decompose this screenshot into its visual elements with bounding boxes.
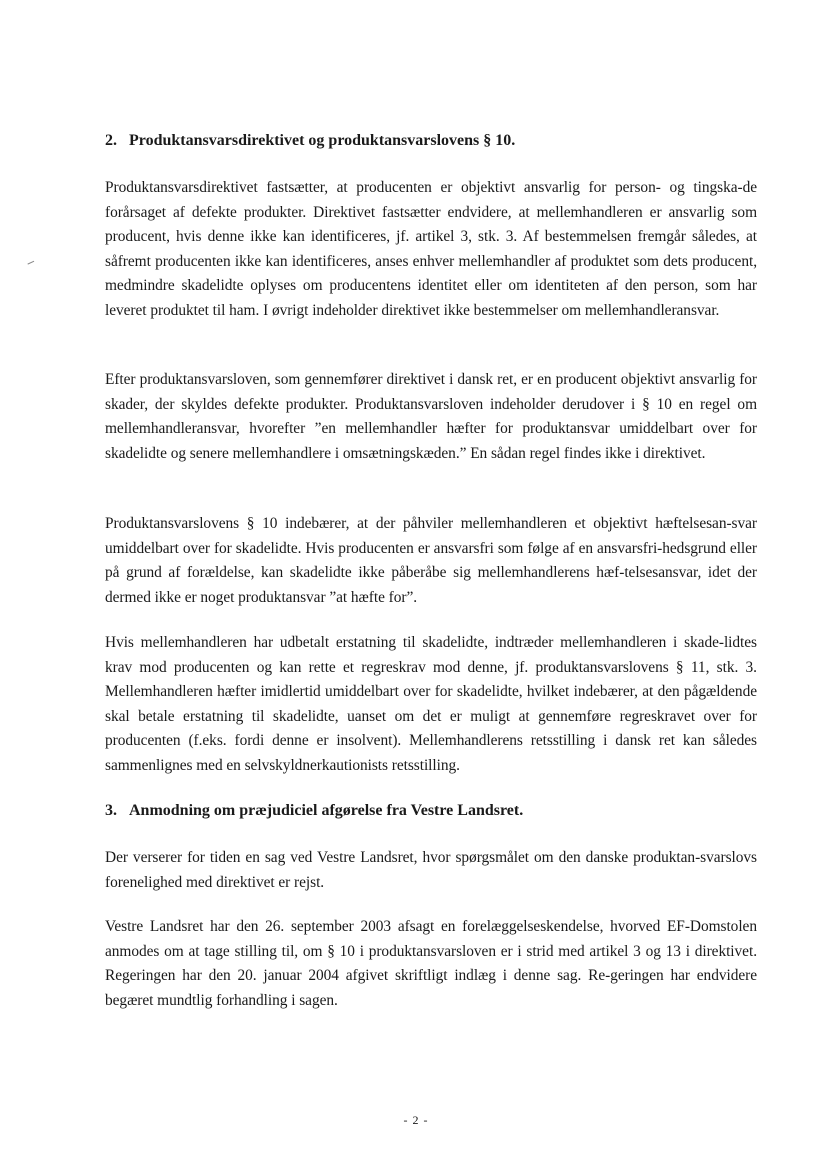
section-3-paragraph-2: Vestre Landsret har den 26. september 2003 afsagt en forelæggelseskendelse, hvorved EF-Domstolen anmodes om at tage stilling til, om § 10 i produktansvarsloven er i strid med artikel 3 og 13 i direktivet. Regeringen har den 20. januar 2004 afgivet skriftligt indlæg i denne sag. Re-geringen har endvidere begæret mundtlig forhandling i sagen.	[105, 918, 757, 1009]
section-3-heading	[105, 801, 765, 821]
section-2-number: 2.	[105, 132, 117, 149]
section-2-paragraph-3: Produktansvarslovens § 10 indebærer, at der påhviler mellemhandleren et objektivt hæftelsesan-svar umiddelbart over for skadelidte. Hvis producenten er ansvarsfri som følge af en ansvarsfri-hedsgrund eller på grund af forældelse, kan skadelidte ikke påberåbe sig mellemhandlerens hæf-telsesansvar, idet der dermed ikke er noget produktansvar ”at hæfte for”.	[105, 515, 757, 606]
section-3-title: Anmodning om præjudiciel afgørelse fra Vestre Landsret.	[129, 802, 524, 819]
section-2-paragraph-1: Produktansvarsdirektivet fastsætter, at producenten er objektivt ansvarlig for person- og tingska-de forårsaget af defekte produkter. Direktivet fastsætter endvidere, at mellemhandleren er ansvarlig som producent, hvis denne ikke kan identificeres, jf. artikel 3, stk. 3. Af bestemmelsen fremgår således, at såfremt producenten ikke kan identificeres, anses enhver mellemhandler af produktet som dets producent, medmindre skadelidte oplyses om producentens identitet eller om identiteten af den person, som har leveret produktet til ham. I øvrigt indeholder direktivet ikke bestemmelser om mellemhandleransvar.	[105, 179, 757, 319]
scan-artifact-mark	[27, 261, 35, 268]
section-2-heading	[105, 131, 765, 151]
page-number: - 2 -	[403, 1113, 429, 1127]
section-2-title: Produktansvarsdirektivet og produktansvarslovens § 10.	[129, 132, 516, 149]
section-2-paragraph-4: Hvis mellemhandleren har udbetalt erstatning til skadelidte, indtræder mellemhandleren i skade-lidtes krav mod producenten og kan rette et regreskrav mod denne, jf. produktansvarslovens § 11, stk. 3. Mellemhandleren hæfter imidlertid umiddelbart over for skadelidte, hvilket indebærer, at den pågældende skal betale erstatning til skadelidte, uanset om det er muligt at gennemføre regreskravet over for producenten (f.eks. fordi denne er insolvent). Mellemhandlerens retsstilling i dansk ret kan således sammenlignes med en selvskyldnerkautionists retsstilling.	[105, 634, 757, 774]
section-3-number: 3.	[105, 802, 117, 819]
section-3-paragraph-1: Der verserer for tiden en sag ved Vestre Landsret, hvor spørgsmålet om den danske produktan-svarslovs forenelighed med direktivet er rejst.	[105, 849, 757, 891]
section-2-paragraph-2: Efter produktansvarsloven, som gennemfører direktivet i dansk ret, er en producent objektivt ansvarlig for skader, der skyldes defekte produkter. Produktansvarsloven indeholder derudover i § 10 en regel om mellemhandleransvar, hvorefter ”en mellemhandler hæfter for produktansvar umiddelbart over for skadelidte og senere mellemhandlere i omsætningskæden.” En sådan regel findes ikke i direktivet.	[105, 371, 757, 462]
